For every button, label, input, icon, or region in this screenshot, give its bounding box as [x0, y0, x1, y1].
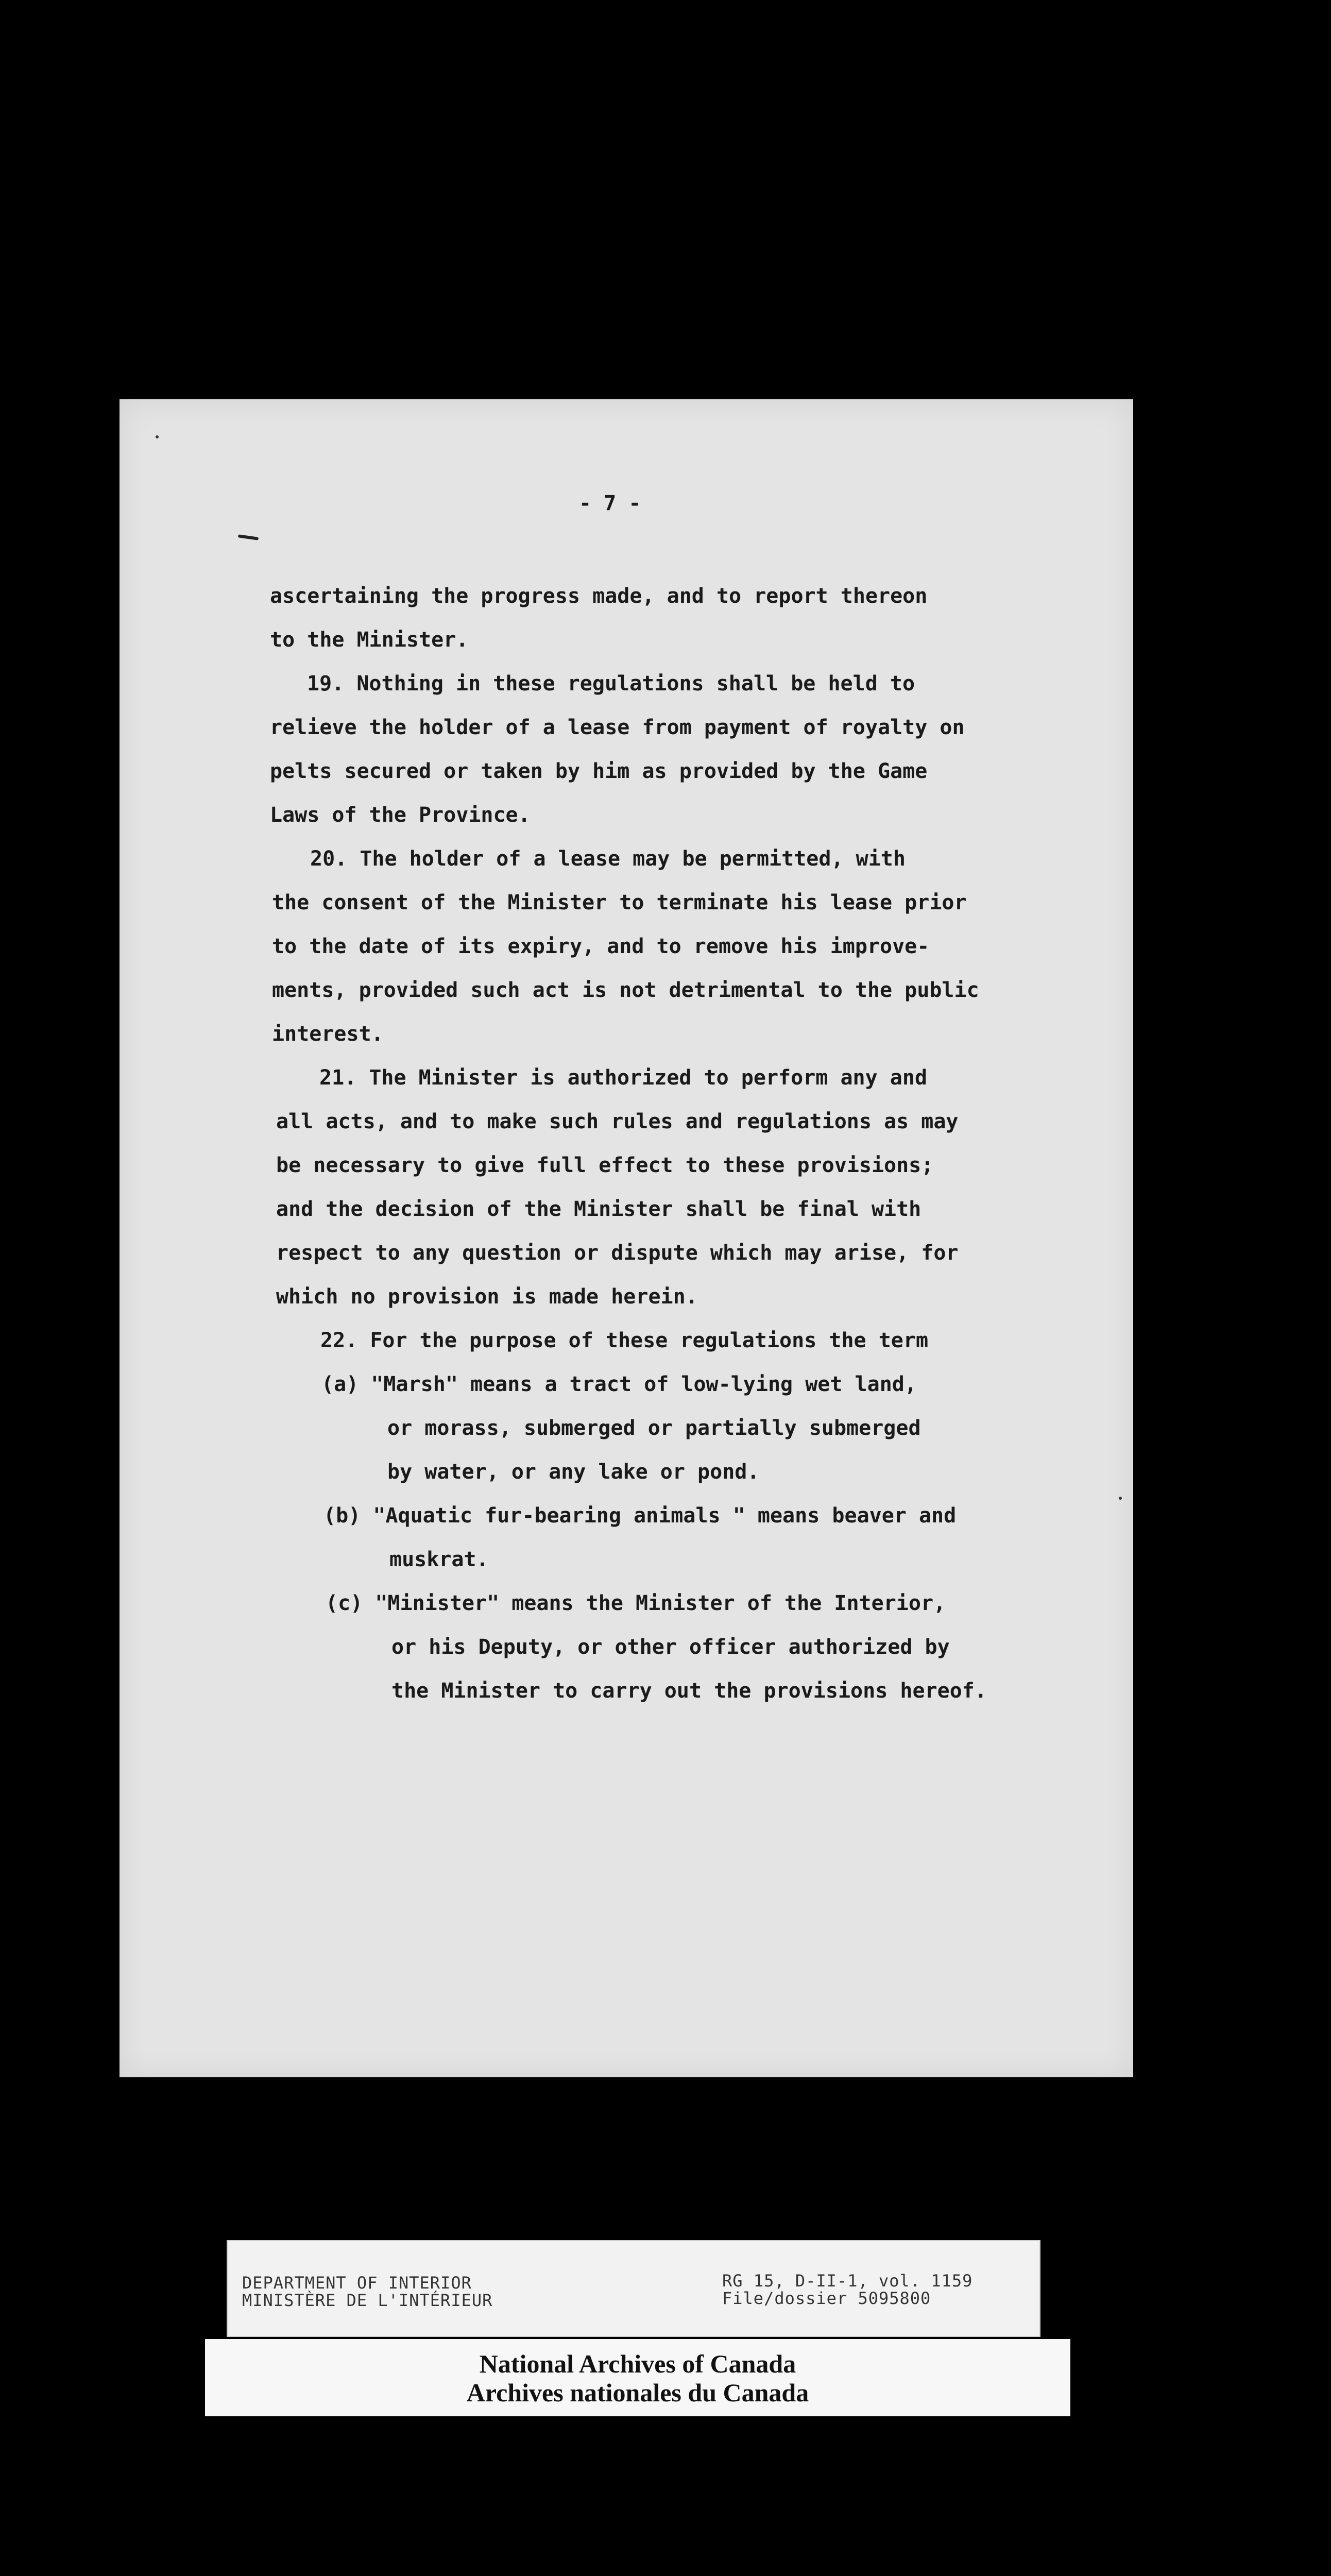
paper-speck [1119, 1497, 1122, 1500]
text-line: which no provision is made herein. [276, 1285, 698, 1309]
page-number: - 7 - [579, 492, 641, 515]
document-page [120, 399, 1133, 2077]
text-line: or his Deputy, or other officer authorized by [391, 1635, 950, 1659]
ink-mark [238, 534, 259, 540]
text-line: (a) "Marsh" means a tract of low-lying wet land, [321, 1372, 917, 1396]
text-line: 21. The Minister is authorized to perform any and [319, 1066, 928, 1090]
department-en: DEPARTMENT OF INTERIOR [242, 2273, 472, 2293]
text-line: (c) "Minister" means the Minister of the Interior, [326, 1591, 946, 1615]
archive-banner [205, 2339, 1070, 2416]
text-line: ments, provided such act is not detrimental to the public [272, 978, 979, 1002]
text-line: relieve the holder of a lease from payment of royalty on [270, 716, 965, 739]
text-line: muskrat. [389, 1548, 489, 1571]
file-number: File/dossier 5095800 [722, 2289, 931, 2308]
text-line: respect to any question or dispute which may arise, for [276, 1241, 959, 1265]
text-line: or morass, submerged or partially submerged [387, 1416, 921, 1440]
text-line: the Minister to carry out the provisions hereof. [391, 1679, 987, 1703]
text-line: and the decision of the Minister shall be final with [276, 1197, 922, 1221]
text-line: Laws of the Province. [270, 803, 531, 827]
reference-number: RG 15, D-II-1, vol. 1159 [722, 2271, 973, 2291]
department-fr: MINISTÈRE DE L'INTÉRIEUR [242, 2291, 493, 2310]
text-line: (b) "Aquatic fur-bearing animals " means beaver and [323, 1504, 957, 1528]
paper-speck [156, 435, 159, 438]
archive-name-en: National Archives of Canada [479, 2349, 796, 2378]
text-line: ascertaining the progress made, and to report thereon [270, 584, 928, 608]
text-line: to the Minister. [270, 628, 469, 652]
file-label [227, 2240, 1040, 2337]
text-line: the consent of the Minister to terminate his lease prior [272, 891, 967, 914]
text-line: 20. The holder of a lease may be permitted, with [310, 847, 906, 871]
text-line: all acts, and to make such rules and regulations as may [276, 1110, 959, 1133]
text-line: to the date of its expiry, and to remove his improve- [272, 935, 930, 958]
text-line: by water, or any lake or pond. [387, 1460, 760, 1484]
archive-name-fr: Archives nationales du Canada [466, 2378, 809, 2407]
text-line: be necessary to give full effect to these provisions; [276, 1154, 934, 1177]
text-line: 19. Nothing in these regulations shall be held to [307, 672, 915, 696]
text-line: 22. For the purpose of these regulations the term [320, 1329, 929, 1352]
text-line: interest. [272, 1022, 384, 1046]
text-line: pelts secured or taken by him as provided by the Game [270, 759, 928, 783]
